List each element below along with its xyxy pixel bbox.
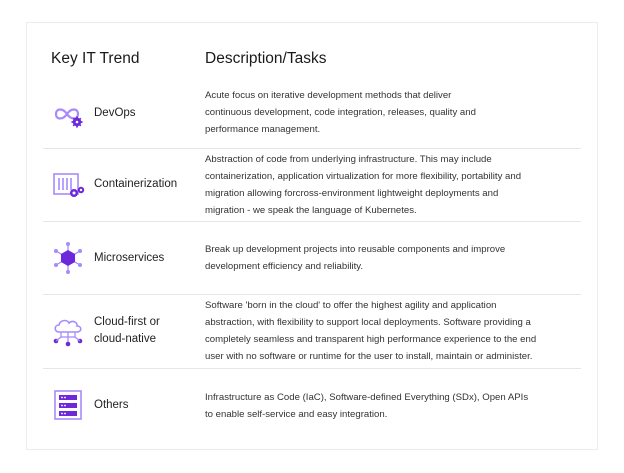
trend-description: Break up development projects into reusable components and improve development efficiency and reliability. <box>205 244 506 272</box>
trends-table <box>26 22 598 450</box>
table-header <box>51 50 573 74</box>
table-row-devops <box>43 81 581 149</box>
trend-name: DevOps <box>94 107 136 119</box>
table-row-others <box>43 368 581 438</box>
table-row-cloud-first <box>43 294 581 369</box>
table-row-containerization <box>43 148 581 222</box>
trend-description: Acute focus on iterative development methods that deliver continuous development, code integration, releases, quality and performance management. <box>205 90 476 135</box>
infinity-gear-icon <box>51 98 85 132</box>
trend-name: Others <box>94 399 129 411</box>
cloud-network-icon <box>51 314 85 348</box>
trend-name: Microservices <box>94 252 165 264</box>
trend-name: Cloud-first or cloud-native <box>94 316 160 345</box>
header-key-it-trend: Key IT Trend <box>51 50 140 67</box>
trend-description: Software 'born in the cloud' to offer the highest agility and application abstraction, with flexibility to support local deployments. Software providing a completely seamless and transparent high performance experience to the end user with no software or runtime for the user to install, maintain or administer. <box>205 300 537 362</box>
hexagon-network-icon <box>51 241 85 275</box>
table-row-microservices <box>43 221 581 295</box>
server-stack-icon <box>51 388 85 422</box>
trend-name: Containerization <box>94 178 178 190</box>
header-description: Description/Tasks <box>205 50 327 67</box>
trend-description: Abstraction of code from underlying infrastructure. This may include containerization, application virtualization for more flexibility, portability and migration allowing forcross-environment lightweight deployments and migration - we speak the language of Kubernetes. <box>205 154 522 216</box>
container-gears-icon <box>51 168 85 202</box>
trend-description: Infrastructure as Code (IaC), Software-defined Everything (SDx), Open APIs to enable self-service and easy integration. <box>205 392 529 420</box>
